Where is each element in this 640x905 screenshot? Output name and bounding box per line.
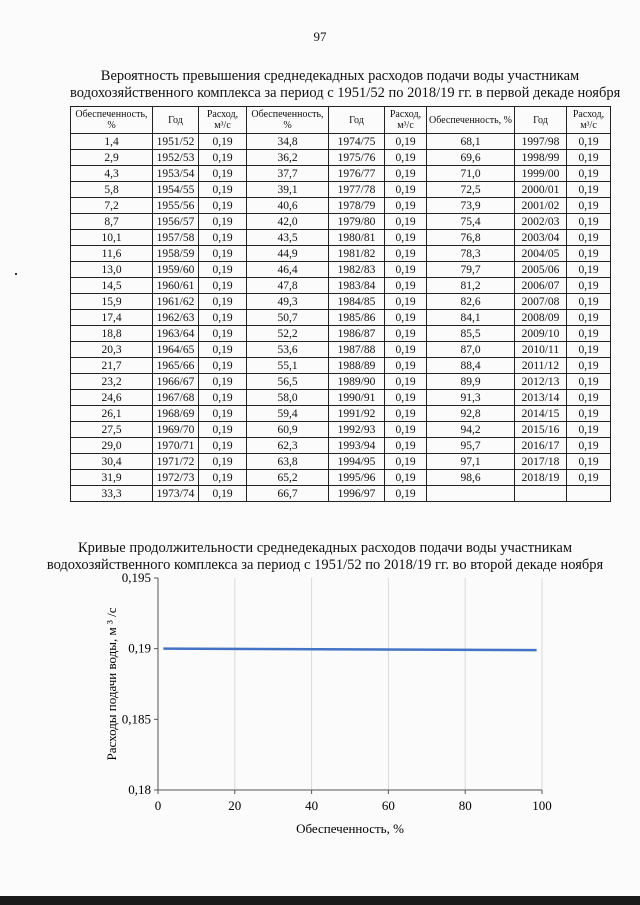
table-cell: 44,9 xyxy=(247,246,329,262)
table-cell: 0,19 xyxy=(385,438,427,454)
table-cell: 68,1 xyxy=(427,134,515,150)
table-cell: 49,3 xyxy=(247,294,329,310)
x-tick-label: 100 xyxy=(532,798,552,813)
table-cell: 1966/67 xyxy=(153,374,199,390)
table-cell: 50,7 xyxy=(247,310,329,326)
table-cell: 75,4 xyxy=(427,214,515,230)
header-cell: Расход, м³/с xyxy=(385,107,427,134)
table-row xyxy=(71,262,611,278)
table-row xyxy=(71,294,611,310)
table-cell: 94,2 xyxy=(427,422,515,438)
chart-title xyxy=(40,540,610,574)
table-cell: 58,0 xyxy=(247,390,329,406)
table-cell: 0,19 xyxy=(385,230,427,246)
table-cell: 1982/83 xyxy=(329,262,385,278)
table-cell: 1994/95 xyxy=(329,454,385,470)
table-cell: 2008/09 xyxy=(515,310,567,326)
table-cell: 0,19 xyxy=(385,166,427,182)
table-cell: 2014/15 xyxy=(515,406,567,422)
table-cell: 0,19 xyxy=(567,278,611,294)
table-cell: 0,19 xyxy=(567,246,611,262)
table-cell: 2,9 xyxy=(71,150,153,166)
table-cell: 56,5 xyxy=(247,374,329,390)
table-cell: 0,19 xyxy=(385,150,427,166)
table-cell: 23,2 xyxy=(71,374,153,390)
table-cell: 63,8 xyxy=(247,454,329,470)
table-row xyxy=(71,486,611,502)
table-cell: 39,1 xyxy=(247,182,329,198)
table-cell xyxy=(427,486,515,502)
stray-mark xyxy=(15,273,17,275)
table-cell: 42,0 xyxy=(247,214,329,230)
table-cell: 82,6 xyxy=(427,294,515,310)
table-cell: 0,19 xyxy=(385,278,427,294)
table-cell: 0,19 xyxy=(567,310,611,326)
y-tick-label: 0,185 xyxy=(121,711,151,727)
table-cell: 1973/74 xyxy=(153,486,199,502)
table-cell: 0,19 xyxy=(567,438,611,454)
x-tick-label: 0 xyxy=(154,798,162,813)
bottom-edge-bar xyxy=(0,896,640,905)
table-cell: 0,19 xyxy=(385,246,427,262)
table-cell: 55,1 xyxy=(247,358,329,374)
table-cell: 0,19 xyxy=(199,134,247,150)
header-cell: Обеспеченность, % xyxy=(247,107,329,134)
table-cell: 1959/60 xyxy=(153,262,199,278)
table-cell: 0,19 xyxy=(385,134,427,150)
table-cell: 8,7 xyxy=(71,214,153,230)
table-cell: 0,19 xyxy=(567,358,611,374)
table-row xyxy=(71,342,611,358)
table-cell: 31,9 xyxy=(71,470,153,486)
table-cell: 1957/58 xyxy=(153,230,199,246)
table-cell: 1995/96 xyxy=(329,470,385,486)
header-cell: Год xyxy=(153,107,199,134)
table-row xyxy=(71,166,611,182)
table-cell: 40,6 xyxy=(247,198,329,214)
table-cell: 2010/11 xyxy=(515,342,567,358)
table-title xyxy=(70,68,621,102)
table-cell: 2011/12 xyxy=(515,358,567,374)
table-cell: 1969/70 xyxy=(153,422,199,438)
table-cell: 0,19 xyxy=(385,182,427,198)
table-cell: 1991/92 xyxy=(329,406,385,422)
table-cell: 59,4 xyxy=(247,406,329,422)
table-cell: 27,5 xyxy=(71,422,153,438)
table-cell: 46,4 xyxy=(247,262,329,278)
table-cell: 0,19 xyxy=(567,262,611,278)
table-cell: 26,1 xyxy=(71,406,153,422)
table-cell: 2013/14 xyxy=(515,390,567,406)
table-cell: 0,19 xyxy=(199,150,247,166)
table-cell: 66,7 xyxy=(247,486,329,502)
table-cell: 0,19 xyxy=(385,198,427,214)
table-cell: 1961/62 xyxy=(153,294,199,310)
table-cell: 17,4 xyxy=(71,310,153,326)
table-cell: 73,9 xyxy=(427,198,515,214)
table-cell: 0,19 xyxy=(385,486,427,502)
probability-table xyxy=(70,106,611,502)
table-cell: 78,3 xyxy=(427,246,515,262)
table-cell: 85,5 xyxy=(427,326,515,342)
table-cell: 13,0 xyxy=(71,262,153,278)
table-cell: 2005/06 xyxy=(515,262,567,278)
table-cell: 1965/66 xyxy=(153,358,199,374)
table-cell: 0,19 xyxy=(385,294,427,310)
table-cell: 33,3 xyxy=(71,486,153,502)
table-cell: 0,19 xyxy=(199,182,247,198)
table-cell: 71,0 xyxy=(427,166,515,182)
table-cell: 1971/72 xyxy=(153,454,199,470)
table-cell: 1997/98 xyxy=(515,134,567,150)
table-row xyxy=(71,406,611,422)
table-cell: 0,19 xyxy=(199,358,247,374)
header-cell: Расход, м³/с xyxy=(199,107,247,134)
table-cell: 0,19 xyxy=(199,454,247,470)
table-row xyxy=(71,454,611,470)
table-cell: 11,6 xyxy=(71,246,153,262)
table-cell: 0,19 xyxy=(199,198,247,214)
header-cell: Обеспеченность, % xyxy=(427,107,515,134)
chart-title-line-2: водохозяйственного комплекса за период с 1951/52 по 2018/19 гг. во второй декаде ноября xyxy=(46,557,604,573)
table-cell: 0,19 xyxy=(385,390,427,406)
table-cell: 2003/04 xyxy=(515,230,567,246)
table-cell: 24,6 xyxy=(71,390,153,406)
table-row xyxy=(71,230,611,246)
table-cell: 1993/94 xyxy=(329,438,385,454)
table-cell: 0,19 xyxy=(385,358,427,374)
table-cell: 1989/90 xyxy=(329,374,385,390)
x-axis-label: Обеспеченность, % xyxy=(296,821,404,836)
table-row xyxy=(71,310,611,326)
table-cell: 1978/79 xyxy=(329,198,385,214)
chart-title-line-1: Кривые продолжительности среднедекадных расходов подачи воды участникам xyxy=(77,540,572,556)
table-cell: 0,19 xyxy=(199,342,247,358)
table-cell: 0,19 xyxy=(199,486,247,502)
table-cell: 0,19 xyxy=(199,422,247,438)
table-cell: 79,7 xyxy=(427,262,515,278)
table-cell: 0,19 xyxy=(199,310,247,326)
table-cell: 2017/18 xyxy=(515,454,567,470)
table-cell: 0,19 xyxy=(385,262,427,278)
table-cell: 0,19 xyxy=(199,326,247,342)
table-cell: 4,3 xyxy=(71,166,153,182)
table-cell: 87,0 xyxy=(427,342,515,358)
table-cell: 30,4 xyxy=(71,454,153,470)
table-cell: 81,2 xyxy=(427,278,515,294)
table-cell: 2018/19 xyxy=(515,470,567,486)
table-cell: 0,19 xyxy=(199,406,247,422)
table-cell: 97,1 xyxy=(427,454,515,470)
table-cell: 1951/52 xyxy=(153,134,199,150)
table-cell: 0,19 xyxy=(567,422,611,438)
table-title-line-2: водохозяйственного комплекса за период с 1951/52 по 2018/19 гг. в первой декаде ноября xyxy=(70,85,621,101)
table-cell: 0,19 xyxy=(385,326,427,342)
y-tick-label: 0,18 xyxy=(128,782,151,797)
table-cell: 2000/01 xyxy=(515,182,567,198)
table-cell: 1988/89 xyxy=(329,358,385,374)
table-cell: 2015/16 xyxy=(515,422,567,438)
table-cell: 7,2 xyxy=(71,198,153,214)
table-cell: 0,19 xyxy=(385,470,427,486)
table-cell: 72,5 xyxy=(427,182,515,198)
table-cell: 91,3 xyxy=(427,390,515,406)
table-cell: 0,19 xyxy=(567,326,611,342)
table-cell: 1980/81 xyxy=(329,230,385,246)
table-cell: 1981/82 xyxy=(329,246,385,262)
table-cell: 2012/13 xyxy=(515,374,567,390)
header-cell: Расход, м³/с xyxy=(567,107,611,134)
table-cell: 1960/61 xyxy=(153,278,199,294)
table-cell: 1,4 xyxy=(71,134,153,150)
table-cell: 0,19 xyxy=(567,182,611,198)
table-cell: 1970/71 xyxy=(153,438,199,454)
table-cell: 84,1 xyxy=(427,310,515,326)
table-cell: 43,5 xyxy=(247,230,329,246)
table-cell: 1968/69 xyxy=(153,406,199,422)
table-cell: 1984/85 xyxy=(329,294,385,310)
table-row xyxy=(71,422,611,438)
table-cell: 0,19 xyxy=(199,470,247,486)
table-cell: 0,19 xyxy=(199,262,247,278)
table-cell: 0,19 xyxy=(385,406,427,422)
table-cell: 2001/02 xyxy=(515,198,567,214)
table-cell: 52,2 xyxy=(247,326,329,342)
table-cell: 0,19 xyxy=(567,134,611,150)
table-cell: 1992/93 xyxy=(329,422,385,438)
table-cell: 0,19 xyxy=(567,454,611,470)
series-line xyxy=(163,649,536,650)
table-cell: 1963/64 xyxy=(153,326,199,342)
table-cell: 65,2 xyxy=(247,470,329,486)
table-cell: 1972/73 xyxy=(153,470,199,486)
table-cell: 2016/17 xyxy=(515,438,567,454)
table-cell: 1962/63 xyxy=(153,310,199,326)
table-cell: 0,19 xyxy=(199,246,247,262)
table-cell: 89,9 xyxy=(427,374,515,390)
table-cell: 1976/77 xyxy=(329,166,385,182)
x-tick-label: 60 xyxy=(381,798,395,813)
table-cell: 2006/07 xyxy=(515,278,567,294)
table-row xyxy=(71,390,611,406)
table-cell: 1967/68 xyxy=(153,390,199,406)
table-cell: 10,1 xyxy=(71,230,153,246)
table-row xyxy=(71,278,611,294)
table-cell: 1986/87 xyxy=(329,326,385,342)
table-row xyxy=(71,182,611,198)
table-row xyxy=(71,214,611,230)
table-cell: 21,7 xyxy=(71,358,153,374)
table-cell: 0,19 xyxy=(567,214,611,230)
table-cell xyxy=(567,486,611,502)
table-cell: 0,19 xyxy=(385,422,427,438)
table-cell: 0,19 xyxy=(385,214,427,230)
table-cell: 0,19 xyxy=(567,166,611,182)
page-number: 97 xyxy=(313,29,327,44)
table-title-line-1: Вероятность превышения среднедекадных расходов подачи воды участникам xyxy=(100,68,580,84)
table-cell: 1975/76 xyxy=(329,150,385,166)
table-cell: 5,8 xyxy=(71,182,153,198)
table-cell: 0,19 xyxy=(199,438,247,454)
table-cell: 20,3 xyxy=(71,342,153,358)
table-cell: 1954/55 xyxy=(153,182,199,198)
table-cell: 0,19 xyxy=(567,470,611,486)
table-cell: 1985/86 xyxy=(329,310,385,326)
table-row xyxy=(71,134,611,150)
table-cell: 0,19 xyxy=(567,198,611,214)
table-row xyxy=(71,374,611,390)
table-cell: 0,19 xyxy=(199,294,247,310)
table-row xyxy=(71,198,611,214)
table-cell: 0,19 xyxy=(385,374,427,390)
table-cell: 1964/65 xyxy=(153,342,199,358)
table-cell: 0,19 xyxy=(199,390,247,406)
table-cell: 0,19 xyxy=(567,406,611,422)
table-cell: 1977/78 xyxy=(329,182,385,198)
table-cell: 98,6 xyxy=(427,470,515,486)
table-cell: 47,8 xyxy=(247,278,329,294)
table-cell: 62,3 xyxy=(247,438,329,454)
table-cell: 0,19 xyxy=(385,342,427,358)
table-cell: 2009/10 xyxy=(515,326,567,342)
table-row xyxy=(71,438,611,454)
table-cell: 29,0 xyxy=(71,438,153,454)
table-cell: 0,19 xyxy=(199,278,247,294)
table-cell: 1956/57 xyxy=(153,214,199,230)
y-axis-label: Расходы подачи воды, м ³ /с xyxy=(104,607,119,761)
table-row xyxy=(71,358,611,374)
table-cell: 36,2 xyxy=(247,150,329,166)
table-cell: 1958/59 xyxy=(153,246,199,262)
table-cell: 1987/88 xyxy=(329,342,385,358)
table-cell: 0,19 xyxy=(567,150,611,166)
table-cell: 2004/05 xyxy=(515,246,567,262)
table-cell: 0,19 xyxy=(199,374,247,390)
table-body xyxy=(71,134,611,502)
table-cell: 60,9 xyxy=(247,422,329,438)
table-cell: 0,19 xyxy=(567,294,611,310)
table-cell: 15,9 xyxy=(71,294,153,310)
table-row xyxy=(71,326,611,342)
header-cell: Год xyxy=(329,107,385,134)
x-tick-label: 40 xyxy=(305,798,319,813)
table-cell: 1952/53 xyxy=(153,150,199,166)
table-cell: 0,19 xyxy=(567,390,611,406)
x-tick-label: 80 xyxy=(458,798,472,813)
table-cell: 1979/80 xyxy=(329,214,385,230)
table-cell: 34,8 xyxy=(247,134,329,150)
table-cell: 0,19 xyxy=(567,230,611,246)
y-tick-label: 0,195 xyxy=(121,570,151,585)
header-cell: Обеспеченность, % xyxy=(71,107,153,134)
table-cell: 2002/03 xyxy=(515,214,567,230)
table-cell: 0,19 xyxy=(199,166,247,182)
table-row xyxy=(71,246,611,262)
table-cell: 0,19 xyxy=(199,230,247,246)
table-row xyxy=(71,150,611,166)
table-header-row xyxy=(71,107,611,134)
x-tick-label: 20 xyxy=(228,798,242,813)
duration-curve-chart xyxy=(90,570,570,840)
table-cell: 1953/54 xyxy=(153,166,199,182)
table-cell: 92,8 xyxy=(427,406,515,422)
table-cell: 76,8 xyxy=(427,230,515,246)
table-cell: 69,6 xyxy=(427,150,515,166)
table-cell: 1955/56 xyxy=(153,198,199,214)
table-cell: 95,7 xyxy=(427,438,515,454)
table-cell: 1990/91 xyxy=(329,390,385,406)
table-cell: 53,6 xyxy=(247,342,329,358)
header-cell: Год xyxy=(515,107,567,134)
table-cell: 1974/75 xyxy=(329,134,385,150)
table-cell: 1999/00 xyxy=(515,166,567,182)
table-cell: 1998/99 xyxy=(515,150,567,166)
table-cell: 0,19 xyxy=(567,374,611,390)
table-cell: 1996/97 xyxy=(329,486,385,502)
table-cell: 1983/84 xyxy=(329,278,385,294)
table-cell: 2007/08 xyxy=(515,294,567,310)
table-cell: 14,5 xyxy=(71,278,153,294)
table-cell: 0,19 xyxy=(199,214,247,230)
table-cell: 88,4 xyxy=(427,358,515,374)
table-cell xyxy=(515,486,567,502)
table-cell: 18,8 xyxy=(71,326,153,342)
y-tick-label: 0,19 xyxy=(128,640,151,656)
table-cell: 0,19 xyxy=(567,342,611,358)
table-row xyxy=(71,470,611,486)
table-cell: 0,19 xyxy=(385,310,427,326)
table-cell: 37,7 xyxy=(247,166,329,182)
table-cell: 0,19 xyxy=(385,454,427,470)
